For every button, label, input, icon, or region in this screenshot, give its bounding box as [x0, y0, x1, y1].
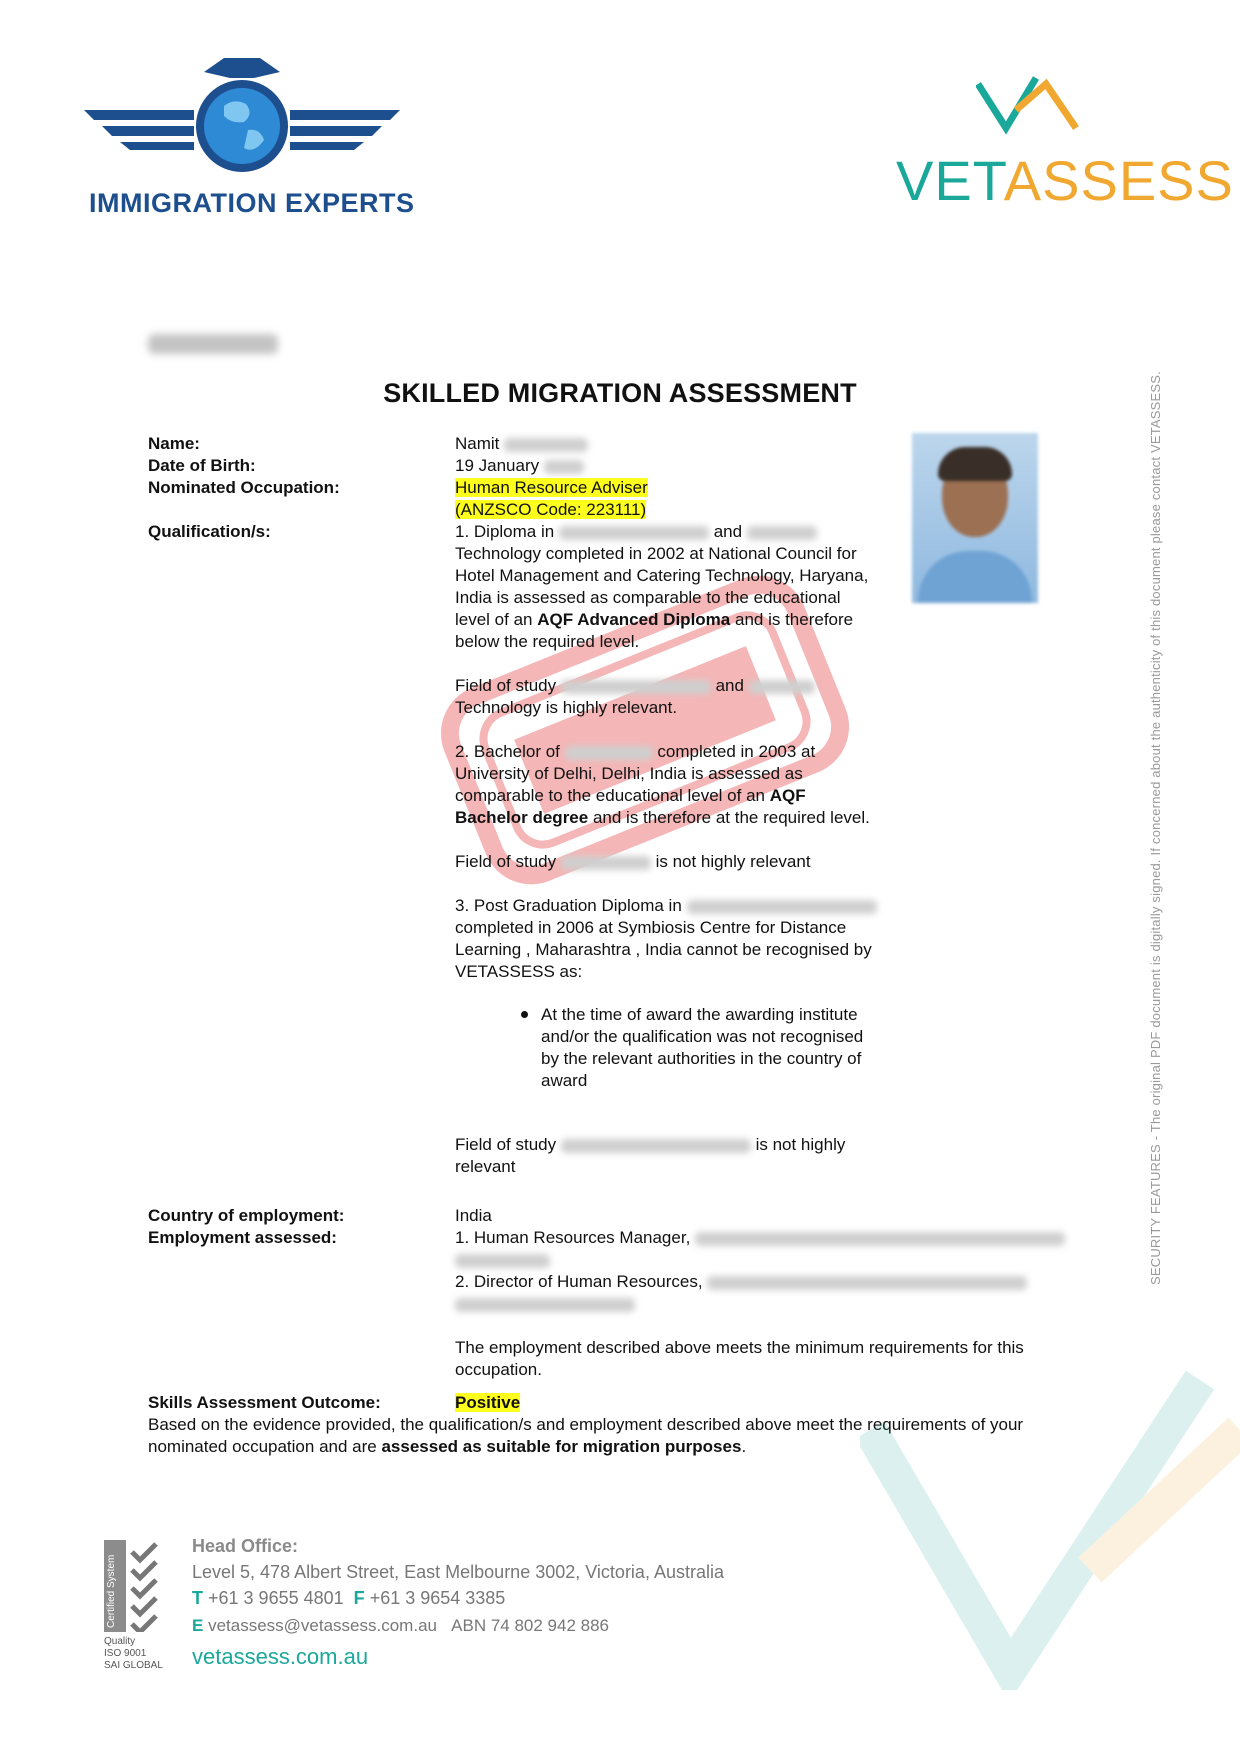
dob-value: 19 January: [455, 455, 584, 477]
outcome-label: Skills Assessment Outcome:: [148, 1393, 381, 1412]
birth-year-redacted: [544, 460, 584, 474]
immigration-experts-logo: [84, 58, 415, 228]
redacted: [455, 1254, 550, 1268]
eagle-globe-icon: [84, 58, 400, 188]
phone-fax-line: T +61 3 9655 4801 F +61 3 9654 3385: [192, 1588, 506, 1608]
redacted: [455, 1298, 635, 1312]
applicant-photo: [912, 433, 1038, 603]
iso-caption: Quality ISO 9001 SAI GLOBAL: [104, 1636, 163, 1671]
redacted: [695, 1232, 1065, 1246]
qualification-label: Qualification/s:: [148, 522, 271, 541]
employment-2: 2. Director of Human Resources,: [455, 1271, 1095, 1315]
redacted: [561, 1139, 751, 1153]
qualification-2: 2. Bachelor of completed in 2003 at University of Delhi, Delhi, India is assessed as comparable to the educational level of an AQF Bachelor degree and is therefore at the required level.: [455, 742, 870, 827]
dob-label: Date of Birth:: [148, 456, 256, 475]
vetassess-wordmark: VETASSESS: [896, 149, 1234, 212]
photo-hair: [938, 447, 1012, 481]
bullet-dot: [521, 1011, 528, 1018]
employment-1: 1. Human Resources Manager,: [455, 1227, 1095, 1271]
qualification-1: 1. Diploma in and Technology completed in 2002 at National Council for Hotel Management and Catering Technology, Haryana, India is assessed as comparable to the educational level of an AQF Advanced Diploma and is therefore below the required level.: [455, 522, 869, 651]
redacted: [747, 526, 817, 540]
employment-label: Employment assessed:: [148, 1228, 337, 1247]
redacted: [707, 1276, 1027, 1290]
redacted: [559, 526, 709, 540]
name-value: Namit: [455, 433, 588, 455]
email-link[interactable]: vetassess@vetassess.com.au: [208, 1616, 437, 1635]
occupation-highlight-1: Human Resource Adviser: [455, 478, 648, 497]
certified-system-bar: Certified System: [104, 1540, 126, 1632]
vetassess-logo: [896, 70, 1234, 212]
redacted: [687, 900, 877, 914]
surname-redacted: [504, 438, 588, 452]
security-features-text: SECURITY FEATURES - The original PDF document is digitally signed. If concerned about the authenticity of this document please contact VETASSESS.: [1148, 371, 1163, 1285]
occupation-label: Nominated Occupation:: [148, 478, 340, 497]
redacted: [565, 746, 653, 760]
vetassess-chevron-icon: [976, 70, 1086, 140]
checkmarks-icon: [128, 1542, 162, 1632]
website-link[interactable]: vetassess.com.au: [192, 1644, 369, 1669]
employment-note: The employment described above meets the minimum requirements for this occupation.: [455, 1338, 1024, 1379]
photo-body: [918, 551, 1032, 603]
occupation-highlight-2: (ANZSCO Code: 223111): [455, 500, 647, 519]
redacted: [561, 856, 651, 870]
immigration-experts-wordmark: IMMIGRATION EXPERTS: [89, 188, 415, 218]
reference-number-redacted: [148, 334, 278, 354]
country-value: India: [455, 1206, 492, 1225]
head-office-address: Level 5, 478 Albert Street, East Melbourne 3002, Victoria, Australia: [192, 1562, 724, 1582]
q3-field-of-study: Field of study is not highly relevant: [455, 1135, 846, 1176]
country-label: Country of employment:: [148, 1206, 345, 1225]
document-title: SKILLED MIGRATION ASSESSMENT: [383, 378, 857, 408]
q1-field-of-study: Field of study and Technology is highly relevant.: [455, 675, 905, 719]
email-abn-line: E vetassess@vetassess.com.au ABN 74 802 942 886: [192, 1616, 610, 1635]
q2-field-of-study: Field of study is not highly relevant: [455, 852, 811, 871]
head-office-label: Head Office:: [192, 1536, 299, 1556]
redacted: [749, 680, 815, 694]
occupation-value: [455, 477, 648, 521]
not-recognised-bullet: At the time of award the awarding institute and/or the qualification was not recognised by the relevant authorities in the country of award: [541, 1004, 901, 1092]
redacted: [561, 680, 711, 694]
outcome-text: Based on the evidence provided, the qualification/s and employment described above meet the requirements of your nominated occupation and are assessed as suitable for migration purposes.: [148, 1415, 1024, 1456]
outcome-value: [455, 1392, 520, 1414]
vetassess-watermark-icon: [860, 1370, 1240, 1690]
qualification-3: 3. Post Graduation Diploma in completed in 2006 at Symbiosis Centre for Distance Learning , Maharashtra , India cannot be recognised by VETASSESS as:: [455, 895, 915, 983]
iso-certification-badge: [104, 1540, 164, 1670]
outcome-highlight: Positive: [455, 1393, 521, 1412]
name-label: Name:: [148, 434, 200, 453]
